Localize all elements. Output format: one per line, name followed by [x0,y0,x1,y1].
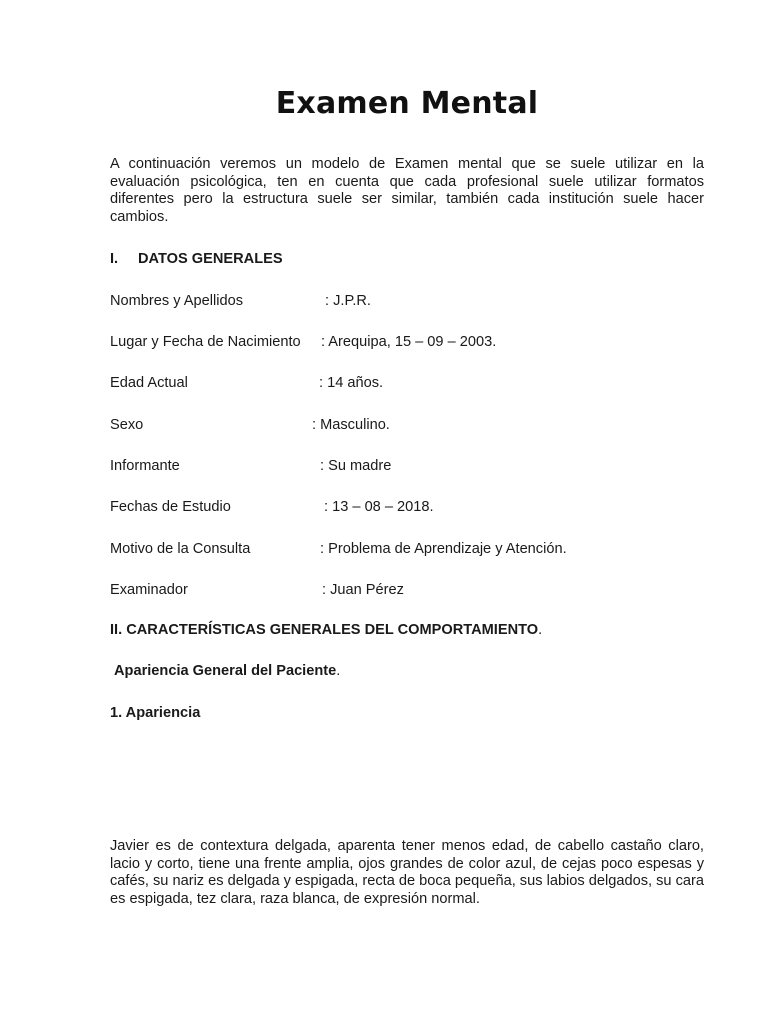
field-row-informante [110,457,392,475]
item-heading-apariencia: 1. Apariencia [110,705,201,721]
field-value: : Masculino. [312,417,390,433]
document-title: Examen Mental [275,86,539,121]
field-label: Examinador [110,582,188,598]
intro-paragraph: A continuación veremos un modelo de Examen mental que se suele utilizar en la evaluación psicológica, ten en cuenta que cada profesional suele utilizar formatos diferentes pero la estructura suele ser similar, también cada institución suele hacer cambios. [110,156,704,225]
section-title: DATOS GENERALES [138,251,283,267]
field-value: : 13 – 08 – 2018. [324,499,434,515]
subsection-heading-apariencia-general [114,662,340,680]
section-heading-datos-generales [110,250,283,268]
field-row-motivo [110,540,567,558]
field-row-fechas-estudio [110,498,434,516]
field-label: Informante [110,458,180,474]
field-label: Nombres y Apellidos [110,293,244,309]
field-row-lugar-fecha [110,333,497,351]
description-paragraph: Javier es de contextura delgada, aparenta tener menos edad, de cabello castaño claro, lacio y corto, tiene una frente amplia, ojos grandes de color azul, de cejas poco espesas y cafés, su nariz es delgada y espigada, recta de boca pequeña, sus labios delgados, su cara es espigada, tez clara, raza blanca, de expresión normal. [110,838,704,907]
field-value: : J.P.R. [325,293,371,309]
field-row-edad [110,374,384,392]
field-value: : Arequipa, 15 – 09 – 2003. [321,334,497,350]
field-row-nombres [110,292,371,310]
field-label: Sexo [110,417,144,433]
section-title-period: . [538,622,543,638]
field-value: : Juan Pérez [322,582,404,598]
field-row-examinador [110,581,404,599]
field-value: : 14 años. [319,375,384,391]
field-value: : Su madre [320,458,392,474]
field-label: Fechas de Estudio [110,499,231,515]
section-heading-comportamiento [110,621,542,639]
section-title: II. CARACTERÍSTICAS GENERALES DEL COMPORTAMIENTO [110,622,539,638]
field-label: Motivo de la Consulta [110,541,251,557]
field-row-sexo [110,416,390,434]
field-value: : Problema de Aprendizaje y Atención. [320,541,567,557]
subsection-title-period: . [336,663,341,679]
subsection-title: Apariencia General del Paciente [114,663,337,679]
field-label: Lugar y Fecha de Nacimiento [110,334,301,350]
field-label: Edad Actual [110,375,188,391]
section-number: I. [110,251,119,267]
